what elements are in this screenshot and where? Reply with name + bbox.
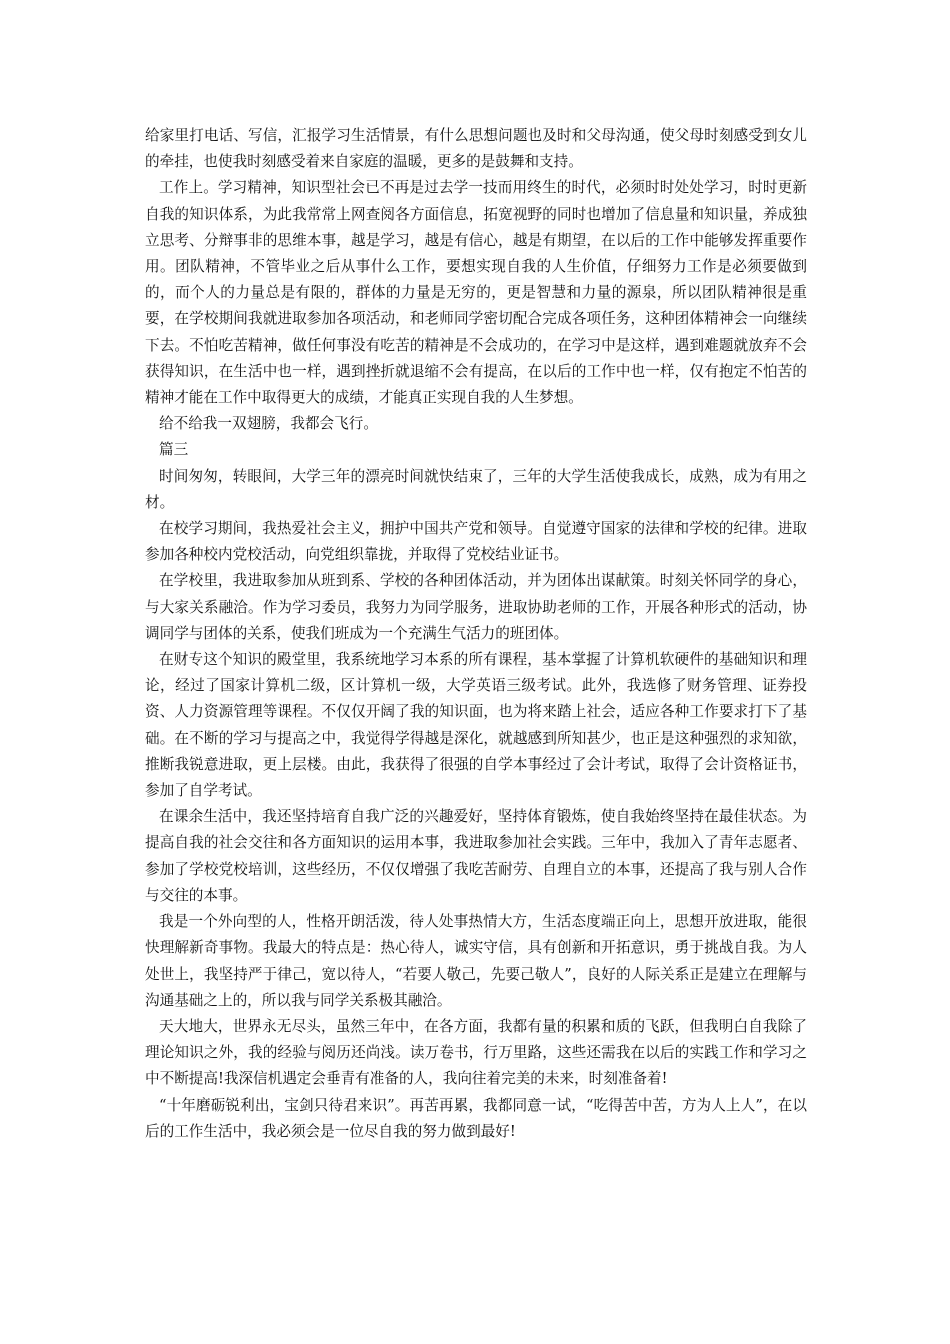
paragraph-family-contact: 给家里打电话、写信，汇报学习生活情景，有什么思想问题也及时和父母沟通，使父母时刻感受到女儿的牵挂，也使我时刻感受着来自家庭的温暖，更多的是鼓舞和支持。 — [145, 127, 807, 171]
paragraph-personality: 我是一个外向型的人，性格开朗活泼，待人处事热情大方，生活态度端正向上，思想开放进取，能很快理解新奇事物。我最大的特点是：热心待人，诚实守信，具有创新和开拓意识，勇于挑战自我。为人处世上，我坚持严于律己，宽以待人，“若要人敬己，先要己敬人”，良好的人际关系正是建立在理解与沟通基础之上的，所以我与同学关系极其融洽。 — [145, 913, 807, 1009]
paragraph-time-passes: 时间匆匆，转眼间，大学三年的漂亮时间就快结束了，三年的大学生活使我成长，成熟，成为有用之材。 — [145, 467, 807, 511]
paragraph-wings: 给不给我一双翅膀，我都会飞行。 — [159, 415, 378, 433]
paragraph-future: 天大地大，世界永无尽头，虽然三年中，在各方面，我都有量的积累和质的飞跃，但我明白自我除了理论知识之外，我的经验与阅历还尚浅。读万卷书，行万里路，这些还需我在以后的实践工作和学习之中不断提高!我深信机遇定会垂青有准备的人，我向往着完美的未来，时刻准备着! — [145, 1017, 807, 1088]
section-heading-part-three: 篇三 — [159, 441, 189, 459]
paragraph-political: 在校学习期间，我热爱社会主义，拥护中国共产党和领导。自觉遵守国家的法律和学校的纪律。进取参加各种校内党校活动，向党组织靠拢，并取得了党校结业证书。 — [145, 520, 807, 564]
paragraph-school-activities: 在学校里，我进取参加从班到系、学校的各种团体活动，并为团体出谋献策。时刻关怀同学的身心，与大家关系融洽。作为学习委员，我努力为同学服务，进取协助老师的工作，开展各种形式的活动，协调同学与团体的关系，使我们班成为一个充满生气活力的班团体。 — [145, 572, 807, 642]
paragraph-study: 在财专这个知识的殿堂里，我系统地学习本系的所有课程，基本掌握了计算机软硬件的基础知识和理论，经过了国家计算机二级，区计算机一级，大学英语三级考试。此外，我选修了财务管理、证券投资、人力资源管理等课程。不仅仅开阔了我的知识面，也为将来踏上社会，适应各种工作要求打下了基础。在不断的学习与提高之中，我觉得学得越是深化，就越感到所知甚少，也正是这种强烈的求知欲，推断我锐意进取，更上层楼。由此，我获得了很强的自学本事经过了会计考试，取得了会计资格证书，参加了自学考试。 — [145, 651, 807, 800]
paragraph-closing: “十年磨砺锐利出，宝剑只待君来识”。再苦再累，我都同意一试，“吃得苦中苦，方为人上人”，在以后的工作生活中，我必须会是一位尽自我的努力做到最好! — [145, 1096, 807, 1140]
paragraph-extracurricular: 在课余生活中，我还坚持培育自我广泛的兴趣爱好，坚持体育锻炼，使自我始终坚持在最佳状态。为提高自我的社会交往和各方面知识的运用本事，我进取参加社会实践。三年中，我加入了青年志愿者、参加了学校党校培训，这些经历，不仅仅增强了我吃苦耐劳、自理自立的本事，还提高了我与别人合作与交往的本事。 — [145, 808, 807, 904]
document-body — [145, 123, 807, 1145]
paragraph-work-spirit: 工作上。学习精神，知识型社会已不再是过去学一技而用终生的时代，必须时时处处学习，时时更新自我的知识体系，为此我常常上网查阅各方面信息，拓宽视野的同时也增加了信息量和知识量，养成独立思考、分辩事非的思维本事，越是学习，越是有信心，越是有期望，在以后的工作中能够发挥重要作用。团队精神，不管毕业之后从事什么工作，要想实现自我的人生价值，仔细努力工作是必须要做到的，而个人的力量总是有限的，群体的力量是无穷的，更是智慧和力量的源泉，所以团队精神很是重要，在学校期间我就进取参加各项活动，和老师同学密切配合完成各项任务，这种团体精神会一向继续下去。不怕吃苦精神，做任何事没有吃苦的精神是不会成功的，在学习中是这样，遇到难题就放弃不会获得知识，在生活中也一样，遇到挫折就退缩不会有提高，在以后的工作中也一样，仅有抱定不怕苦的精神才能在工作中取得更大的成绩，才能真正实现自我的人生梦想。 — [145, 179, 807, 407]
